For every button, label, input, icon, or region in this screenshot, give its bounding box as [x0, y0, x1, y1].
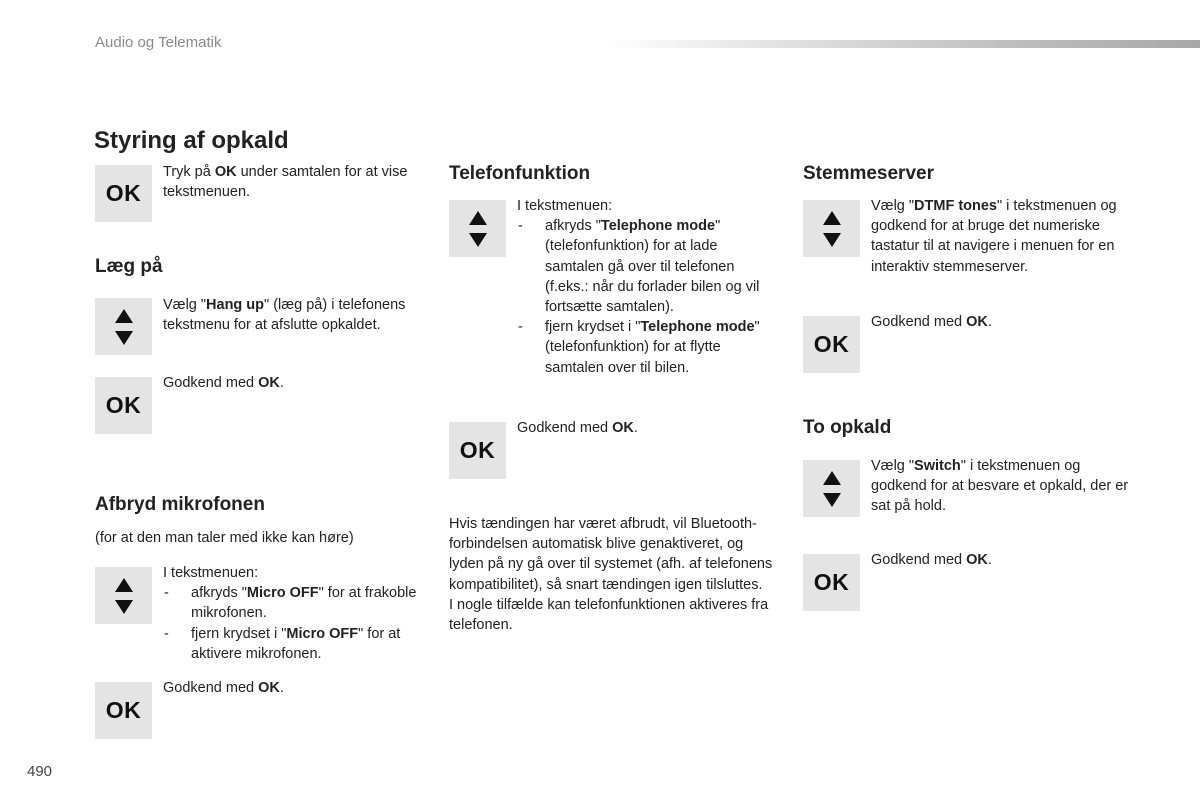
triangle-down-icon	[115, 331, 133, 345]
ok-key-icon	[449, 422, 506, 479]
triangle-up-icon	[823, 471, 841, 485]
text-part: " (læg på) i telefonens tekstmenu for at afslutte opkaldet.	[163, 297, 406, 334]
ok-key-icon	[95, 165, 152, 222]
bullet-dash: -	[518, 319, 523, 336]
confirm-text	[163, 678, 408, 698]
arrow-keys-icon	[449, 200, 506, 257]
bullet-dash: -	[518, 218, 523, 235]
text-part: " i tekstmenuen og godkend for at besvare et opkald, der er sat på hold.	[871, 458, 1129, 515]
text-part: afkryds "	[545, 218, 601, 235]
text-part: Vælg "	[871, 198, 915, 214]
text-part: Vælg "	[163, 297, 207, 313]
list-item	[517, 216, 779, 317]
text-bold: DTMF tones	[914, 198, 997, 214]
text-part: " for at aktivere mikrofonen.	[191, 625, 401, 662]
text-part: fjern krydset i "	[545, 319, 641, 336]
page-title: Styring af opkald	[94, 127, 289, 154]
confirm-text	[163, 373, 408, 393]
text-part: .	[987, 314, 992, 330]
text-part: Godkend med	[163, 680, 259, 696]
ok-key-icon	[95, 682, 152, 739]
page-number: 490	[27, 763, 53, 780]
intro-text	[163, 162, 408, 202]
arrow-keys-icon	[95, 298, 152, 355]
arrow-keys-icon	[95, 567, 152, 624]
text-part: .	[279, 680, 284, 696]
ok-key-label: OK	[105, 180, 142, 206]
header-title: Audio og Telematik	[95, 34, 222, 51]
text-bold: OK	[966, 314, 988, 330]
triangle-up-icon	[469, 211, 487, 225]
micro-off-instructions	[163, 563, 433, 664]
section-heading-stemmeserver: Stemmeserver	[803, 163, 934, 184]
text-part: .	[987, 552, 992, 568]
text-part: Godkend med	[163, 375, 259, 391]
text-part: " for at frakoble mikrofonen.	[191, 585, 417, 622]
ok-key-icon	[803, 554, 860, 611]
ok-key-icon	[803, 316, 860, 373]
confirm-text	[517, 418, 762, 438]
ok-key-label: OK	[813, 569, 850, 595]
text-part: Godkend med	[871, 552, 967, 568]
header-gradient-bar	[605, 40, 1200, 48]
text-part: Vælg "	[871, 458, 915, 474]
ok-key-label: OK	[813, 331, 850, 357]
note-paragraph: Hvis tændingen har været afbrudt, vil Bluetooth-forbindelsen automatisk blive genaktiveret, og lyden på ny gå over til systemet (afh. af telefonens kompatibilitet), så snart tændingen igen tilsluttes.	[449, 516, 773, 593]
ok-key-label: OK	[105, 697, 142, 723]
text-part: fjern krydset i "	[191, 625, 287, 642]
triangle-down-icon	[469, 233, 487, 247]
text-bold: Micro OFF	[286, 625, 359, 642]
text-part: Tryk på	[163, 164, 215, 180]
hang-up-text	[163, 295, 428, 335]
text-part: .	[633, 420, 638, 436]
text-part: Godkend med	[871, 314, 967, 330]
triangle-down-icon	[823, 233, 841, 247]
text-part: under samtalen for at vise tekstmenuen.	[163, 164, 408, 201]
text-bold: Micro OFF	[246, 585, 319, 602]
section-heading-to-opkald: To opkald	[803, 417, 892, 438]
text-part: .	[279, 375, 284, 391]
text-part: afkryds "	[191, 585, 247, 602]
text-bold: OK	[258, 680, 280, 696]
text-bold: Hang up	[206, 297, 265, 313]
text-bold: Switch	[914, 458, 961, 474]
dtmf-tones-text	[871, 196, 1129, 277]
text-bold: OK	[612, 420, 634, 436]
lead-text: I tekstmenuen:	[517, 198, 613, 214]
triangle-up-icon	[115, 309, 133, 323]
text-bold: OK	[258, 375, 280, 391]
section-subtitle: (for at den man taler med ikke kan høre)	[95, 530, 354, 546]
list-item	[163, 624, 433, 664]
text-part: " i tekstmenuen og godkend for at bruge det numeriske tastatur til at navigere i menuen for en interaktiv stemmeserver.	[871, 198, 1117, 275]
telephone-mode-instructions	[517, 196, 779, 378]
section-heading-laeg-pa: Læg på	[95, 256, 163, 277]
bullet-dash: -	[164, 625, 169, 642]
text-bold: OK	[966, 552, 988, 568]
bullet-dash: -	[164, 585, 169, 602]
ok-key-label: OK	[459, 437, 496, 463]
text-part: Godkend med	[517, 420, 613, 436]
confirm-text	[871, 312, 1116, 332]
triangle-up-icon	[823, 211, 841, 225]
section-heading-telefonfunktion: Telefonfunktion	[449, 163, 591, 184]
section-heading-afbryd: Afbryd mikrofonen	[95, 494, 265, 515]
list-item	[163, 583, 433, 623]
text-bold: Telephone mode	[600, 218, 716, 235]
text-part: " (telefonfunktion) for at lade samtalen gå over til telefonen (f.eks.: når du forlader bilen og vil fortsætte samtalen).	[545, 218, 760, 316]
arrow-keys-icon	[803, 200, 860, 257]
triangle-down-icon	[115, 600, 133, 614]
text-bold: Telephone mode	[640, 319, 755, 336]
note-paragraph: I nogle tilfælde kan telefonfunktionen aktiveres fra telefonen.	[449, 596, 769, 634]
text-part: " (telefonfunktion) for at flytte samtalen over til bilen.	[545, 319, 760, 376]
triangle-down-icon	[823, 493, 841, 507]
ok-key-icon	[95, 377, 152, 434]
confirm-text	[871, 550, 1116, 570]
arrow-keys-icon	[803, 460, 860, 517]
ok-key-label: OK	[105, 392, 142, 418]
switch-text	[871, 456, 1133, 517]
text-bold: OK	[214, 164, 237, 180]
bluetooth-note	[449, 514, 779, 635]
lead-text: I tekstmenuen:	[163, 565, 259, 581]
list-item	[517, 317, 779, 378]
triangle-up-icon	[115, 578, 133, 592]
